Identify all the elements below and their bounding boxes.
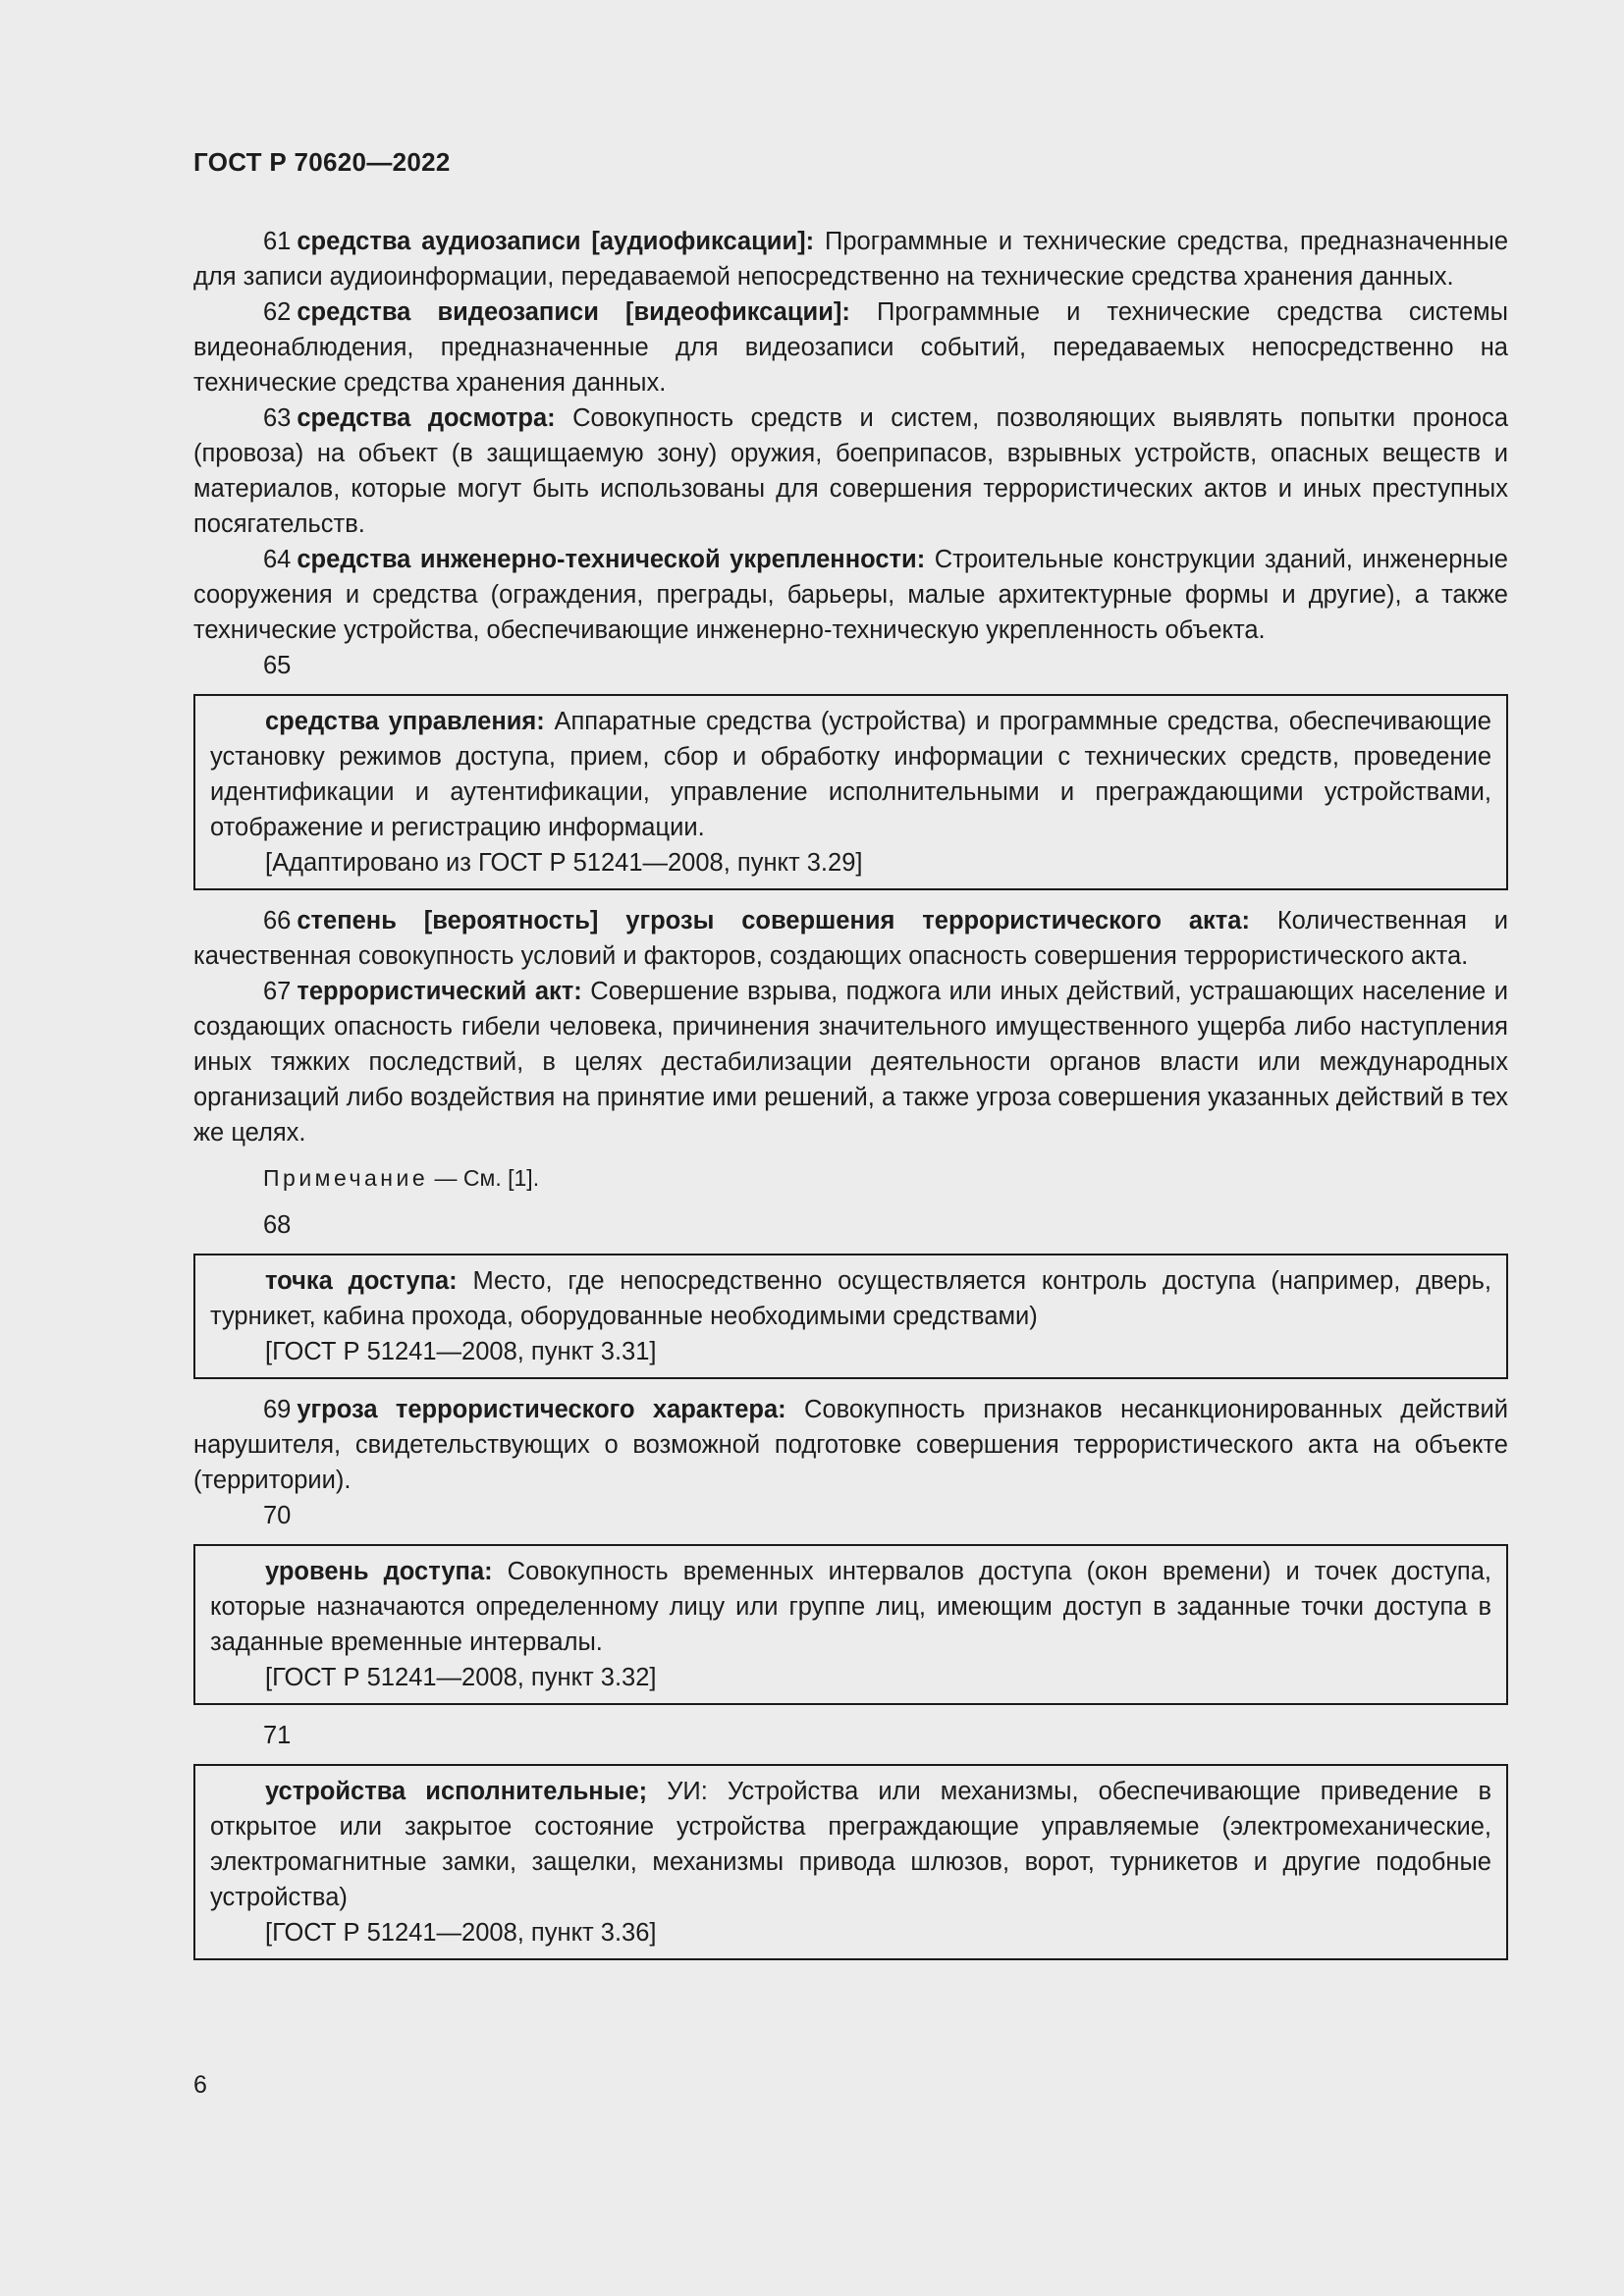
entry-70-number: 70 (263, 1502, 292, 1529)
document-header: ГОСТ Р 70620—2022 (193, 147, 451, 177)
entry-term: степень [вероятность] угрозы совершения террористического акта: (297, 907, 1250, 934)
entry-number: 66 (263, 907, 292, 934)
entry-term: устройства исполнительные; (265, 1778, 648, 1805)
entry-definition: Совокупность средств и систем, позволяющих выявлять попытки проноса (провоза) на объект (в защищаемую зону) оружия, боеприпасов, взрывных устройств, опасных веществ и материалов, которые могут быть использованы для совершения террористических актов и иных преступных посягательств. (193, 404, 1508, 538)
entry-source: [ГОСТ Р 51241—2008, пункт 3.36] (265, 1919, 657, 1947)
entry-number: 62 (263, 298, 292, 326)
entry-term: средства аудиозаписи [аудиофиксации]: (297, 228, 815, 255)
entry-abbreviation: УИ: (667, 1778, 708, 1805)
entry-term: средства видеозаписи [видеофиксации]: (297, 298, 850, 326)
entry-71 (210, 1774, 1491, 1915)
entry-62 (193, 294, 1508, 400)
entry-definition: Совокупность временных интервалов доступа (окон времени) и точек доступа, которые назначаются определенному лицу или группе лиц, имеющим доступ в заданные точки доступа в заданные временные интервалы. (210, 1558, 1491, 1656)
entry-65 (210, 704, 1491, 845)
entry-definition: Устройства или механизмы, обеспечивающие приведение в открытое или закрытое состояние устройства преграждающие управляемые (электромеханические, электромагнитные замки, защелки, механизмы привода шлюзов, ворот, турникетов и другие подобные устройства) (210, 1778, 1492, 1911)
entry-68-box (193, 1254, 1508, 1379)
entry-term: точка доступа: (265, 1267, 458, 1295)
entry-number: 64 (263, 546, 292, 573)
entry-definition: Совокупность признаков несанкционированных действий нарушителя, свидетельствующих о возможной подготовке совершения террористического акта на объекте (территории). (193, 1396, 1509, 1494)
entry-source: [Адаптировано из ГОСТ Р 51241—2008, пункт 3.29] (265, 849, 863, 877)
entry-70 (210, 1554, 1491, 1660)
entry-64 (193, 542, 1508, 648)
entry-69 (193, 1392, 1508, 1498)
entry-definition: Место, где непосредственно осуществляется контроль доступа (например, дверь, турникет, кабина прохода, оборудованные необходимыми средствами) (210, 1267, 1491, 1330)
entry-71-box (193, 1764, 1508, 1960)
entry-63 (193, 400, 1508, 542)
entry-71-number: 71 (263, 1722, 292, 1749)
entry-66 (193, 903, 1508, 974)
entry-term: средства управления: (265, 708, 545, 735)
entry-61 (193, 224, 1508, 294)
entry-term: средства досмотра: (297, 404, 556, 432)
entry-65-box (193, 694, 1508, 890)
note-label: Примечание (263, 1165, 429, 1191)
entry-term: террористический акт: (297, 978, 582, 1005)
entry-term: средства инженерно-технической укрепленности: (297, 546, 926, 573)
note-text: — См. [1]. (434, 1165, 540, 1191)
entry-source: [ГОСТ Р 51241—2008, пункт 3.31] (265, 1338, 657, 1365)
entry-definition: Аппаратные средства (устройства) и программные средства, обеспечивающие установку режимов доступа, прием, сбор и обработку информации с технических средств, проведение идентификации и аутентификации, управление исполнительными и преграждающими устройствами, отображение и регистрацию информации. (210, 708, 1491, 841)
terms-content (193, 224, 1508, 1973)
entry-number: 67 (263, 978, 292, 1005)
entry-definition: Совершение взрыва, поджога или иных действий, устрашающих население и создающих опасность гибели человека, причинения значительного имущественного ущерба либо наступления иных тяжких последствий, в целях дестабилизации деятельности органов власти или международных организаций либо воздействия на принятие ими решений, а также угроза совершения указанных действий в тех же целях. (193, 978, 1508, 1147)
entry-definition: Программные и технические средства, предназначенные для записи аудиоинформации, передаваемой непосредственно на технические средства хранения данных. (193, 228, 1509, 291)
entry-70-box (193, 1544, 1508, 1705)
page-number: 6 (193, 2071, 207, 2099)
entry-definition: Количественная и качественная совокупность условий и факторов, создающих опасность совершения террористического акта. (193, 907, 1508, 970)
entry-68 (210, 1263, 1491, 1334)
entry-number: 69 (263, 1396, 292, 1423)
entry-67-note (193, 1160, 1508, 1196)
entry-number: 61 (263, 228, 292, 255)
entry-definition: Программные и технические средства системы видеонаблюдения, предназначенные для видеозаписи событий, передаваемых непосредственно на технические средства хранения данных. (193, 298, 1509, 397)
entry-term: уровень доступа: (265, 1558, 493, 1585)
entry-term: угроза террористического характера: (297, 1396, 786, 1423)
entry-source: [ГОСТ Р 51241—2008, пункт 3.32] (265, 1664, 657, 1691)
entry-65-number: 65 (263, 652, 292, 679)
entry-68-number: 68 (263, 1211, 292, 1239)
entry-definition: Строительные конструкции зданий, инженерные сооружения и средства (ограждения, преграды, барьеры, малые архитектурные формы и другие), а также технические устройства, обеспечивающие инженерно-техническую укрепленность объекта. (193, 546, 1508, 644)
entry-number: 63 (263, 404, 292, 432)
entry-67 (193, 974, 1508, 1150)
